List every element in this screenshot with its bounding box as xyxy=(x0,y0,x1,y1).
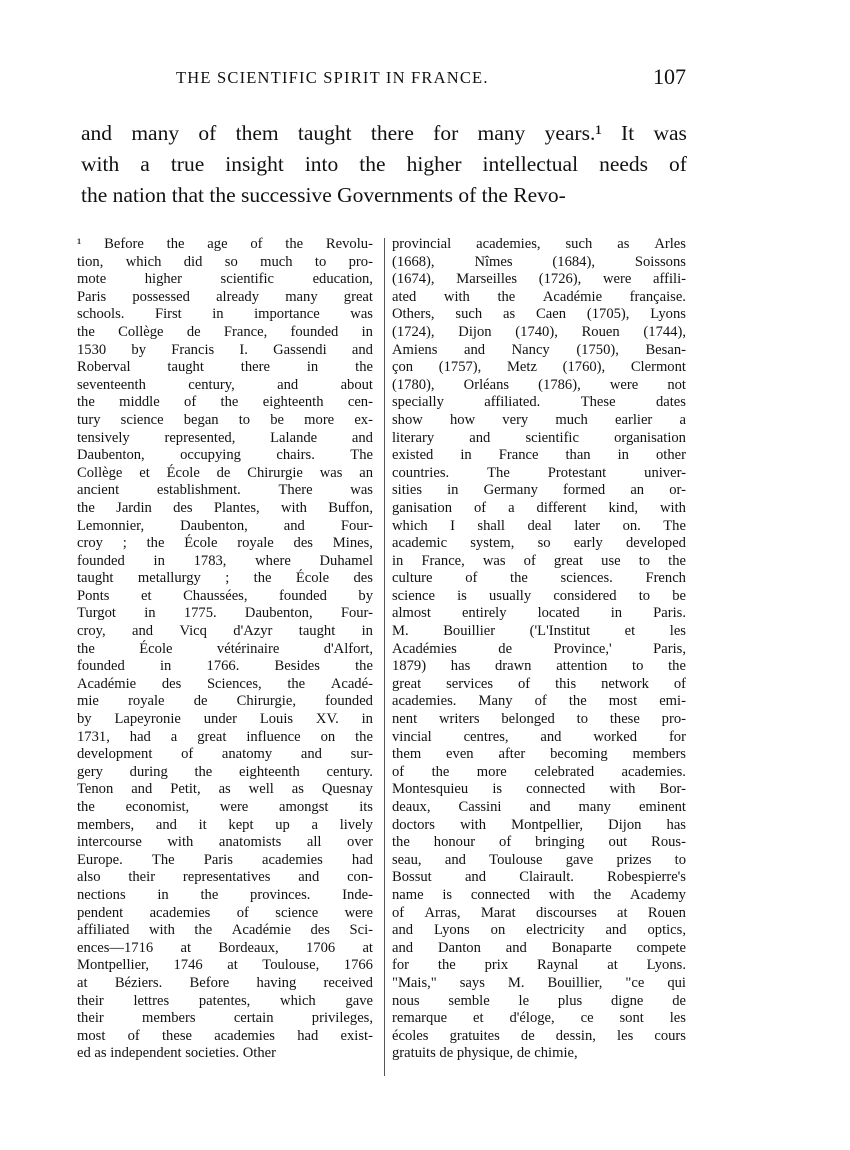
footnote-line: which I shall deal later on. The xyxy=(392,517,686,534)
footnote-line: Académie des Sciences, the Acadé- xyxy=(77,675,373,692)
footnote-line: (1780), Orléans (1786), were not xyxy=(392,376,686,393)
footnote-line: science is usually considered to be xyxy=(392,587,686,604)
body-text-line: the nation that the successive Governments of the Revo- xyxy=(81,183,566,207)
page-header xyxy=(176,64,686,92)
footnote-line: 1731, had a great influence on the xyxy=(77,728,373,745)
footnote-line: çon (1757), Metz (1760), Clermont xyxy=(392,359,686,376)
main-body-text xyxy=(81,118,687,211)
footnote-line: of Arras, Marat discourses at Rouen xyxy=(392,904,686,921)
footnote-line: academies. Many of the most emi- xyxy=(392,693,686,710)
footnote-line: 1879) has drawn attention to the xyxy=(392,658,686,675)
footnote-line: the Collège de France, founded in xyxy=(77,323,373,340)
footnote-line: tensively represented, Lalande and xyxy=(77,429,373,446)
footnote-line: schools. First in importance was xyxy=(77,306,373,323)
footnote-line: 1530 by Francis I. Gassendi and xyxy=(77,341,373,358)
footnote-line: members, and it kept up a lively xyxy=(77,816,373,833)
footnote-line: ences—1716 at Bordeaux, 1706 at xyxy=(77,939,373,956)
footnote-right-column xyxy=(392,236,686,1063)
footnote-line: of the more celebrated academies. xyxy=(392,763,686,780)
footnote-line: (1674), Marseilles (1726), were affili- xyxy=(392,271,686,288)
footnote-line: ancient establishment. There was xyxy=(77,482,373,499)
footnote-line: Académies de Province,' Paris, xyxy=(392,640,686,657)
footnote-line: specially affiliated. These dates xyxy=(392,394,686,411)
footnote-line: by Lapeyronie under Louis XV. in xyxy=(77,711,373,728)
footnote-line: sities in Germany formed an or- xyxy=(392,482,686,499)
footnote-line: remarque et d'éloge, ce sont les xyxy=(392,1010,686,1027)
footnote-line: Ponts et Chaussées, founded by xyxy=(77,587,373,604)
footnote-line: vincial centres, and worked for xyxy=(392,728,686,745)
footnote-line: pendent academies of science were xyxy=(77,904,373,921)
footnote-line: Paris possessed already many great xyxy=(77,288,373,305)
footnote-line: seventeenth century, and about xyxy=(77,376,373,393)
footnote-line: for the prix Raynal at Lyons. xyxy=(392,957,686,974)
footnote-line: most of these academies had exist- xyxy=(77,1027,373,1044)
footnote-line: croy, and Vicq d'Azyr taught in xyxy=(77,623,373,640)
footnote-line: the economist, were amongst its xyxy=(77,799,373,815)
footnote-line: almost entirely located in Paris. xyxy=(392,605,686,622)
footnote-line: great services of this network of xyxy=(392,675,686,692)
footnote-line: the École vétérinaire d'Alfort, xyxy=(77,640,373,657)
footnote-line: (1668), Nîmes (1684), Soissons xyxy=(392,253,686,270)
footnote-line: literary and scientific organisation xyxy=(392,429,686,446)
footnote-line: their members certain privileges, xyxy=(77,1010,373,1027)
footnote-line: intercourse with anatomists all over xyxy=(77,834,373,851)
footnote-line: taught metallurgy ; the École des xyxy=(77,570,373,587)
footnote-line: founded in 1783, where Duhamel xyxy=(77,552,373,569)
footnote-line: nent writers belonged to these pro- xyxy=(392,711,686,728)
footnote-line: ¹ Before the age of the Revolu- xyxy=(77,236,373,252)
body-text-line: with a true insight into the higher intellectual needs of xyxy=(81,152,687,176)
body-text-line: and many of them taught there for many years.¹ It was xyxy=(81,121,687,145)
footnote-line: their lettres patentes, which gave xyxy=(77,992,373,1009)
footnote-line: also their representatives and con- xyxy=(77,869,373,886)
footnote-line: Lemonnier, Daubenton, and Four- xyxy=(77,517,373,534)
footnote-line: founded in 1766. Besides the xyxy=(77,658,373,675)
footnote-line: Daubenton, occupying chairs. The xyxy=(77,447,373,464)
footnote-line: the Jardin des Plantes, with Buffon, xyxy=(77,499,373,516)
footnote-line: and Lyons on electricity and optics, xyxy=(392,922,686,939)
column-divider xyxy=(384,238,385,1076)
footnote-line: ganisation of a different kind, with xyxy=(392,499,686,516)
footnote-line: gratuits de physique, de chimie, xyxy=(392,1045,578,1062)
footnote-line: Collège et École de Chirurgie was an xyxy=(77,464,373,481)
footnote-line: Montpellier, 1746 at Toulouse, 1766 xyxy=(77,957,373,974)
footnote-line: Europe. The Paris academies had xyxy=(77,851,373,868)
footnote-line: ed as independent societies. Other xyxy=(77,1045,276,1062)
footnote-left-column xyxy=(77,236,373,1063)
footnote-line: name is connected with the Academy xyxy=(392,886,686,903)
footnote-line: affiliated with the Académie des Sci- xyxy=(77,922,373,939)
footnote-line: Tenon and Petit, as well as Quesnay xyxy=(77,781,373,798)
footnote-line: ated with the Académie française. xyxy=(392,288,686,305)
footnote-line: academic system, so early developed xyxy=(392,535,686,552)
footnote-line: Roberval taught there in the xyxy=(77,359,373,376)
footnote-line: at Béziers. Before having received xyxy=(77,974,373,991)
footnote-line: Turgot in 1775. Daubenton, Four- xyxy=(77,605,373,622)
footnote-line: in France, was of great use to the xyxy=(392,552,686,569)
footnote-line: mote higher scientific education, xyxy=(77,271,373,288)
footnote-line: nections in the provinces. Inde- xyxy=(77,886,373,903)
footnote-line: écoles gratuites de dessin, les cours xyxy=(392,1027,686,1044)
footnote-line: and Danton and Bonaparte compete xyxy=(392,939,686,956)
footnote-line: seau, and Toulouse gave prizes to xyxy=(392,851,686,868)
footnote-line: mie royale de Chirurgie, founded xyxy=(77,693,373,710)
footnote-line: Bossut and Clairault. Robespierre's xyxy=(392,869,686,886)
footnote-line: gery during the eighteenth century. xyxy=(77,763,373,780)
footnote-line: Others, such as Caen (1705), Lyons xyxy=(392,306,686,323)
footnote-line: countries. The Protestant univer- xyxy=(392,464,686,481)
footnote-line: croy ; the École royale des Mines, xyxy=(77,535,373,552)
footnote-line: show how very much earlier a xyxy=(392,411,686,428)
footnote-line: tion, which did so much to pro- xyxy=(77,253,373,270)
footnote-line: the middle of the eighteenth cen- xyxy=(77,394,373,411)
footnote-line: M. Bouillier ('L'Institut et les xyxy=(392,623,686,640)
page-number: 107 xyxy=(653,64,686,89)
footnote-line: doctors with Montpellier, Dijon has xyxy=(392,816,686,833)
running-head: THE SCIENTIFIC SPIRIT IN FRANCE. xyxy=(176,68,489,87)
footnote-line: (1724), Dijon (1740), Rouen (1744), xyxy=(392,323,686,340)
footnote-line: "Mais," says M. Bouillier, "ce qui xyxy=(392,974,686,991)
footnote-line: existed in France than in other xyxy=(392,447,686,464)
footnote-line: deaux, Cassini and many eminent xyxy=(392,799,686,815)
footnote-line: nous semble le plus digne de xyxy=(392,992,686,1009)
footnote-line: the honour of bringing out Rous- xyxy=(392,834,686,851)
footnote-line: culture of the sciences. French xyxy=(392,570,686,587)
footnote-line: development of anatomy and sur- xyxy=(77,746,373,763)
footnote-line: tury science began to be more ex- xyxy=(77,411,373,428)
footnote-line: Montesquieu is connected with Bor- xyxy=(392,781,686,798)
footnote-line: provincial academies, such as Arles xyxy=(392,236,686,252)
footnote-line: them even after becoming members xyxy=(392,746,686,763)
footnote-line: Amiens and Nancy (1750), Besan- xyxy=(392,341,686,358)
